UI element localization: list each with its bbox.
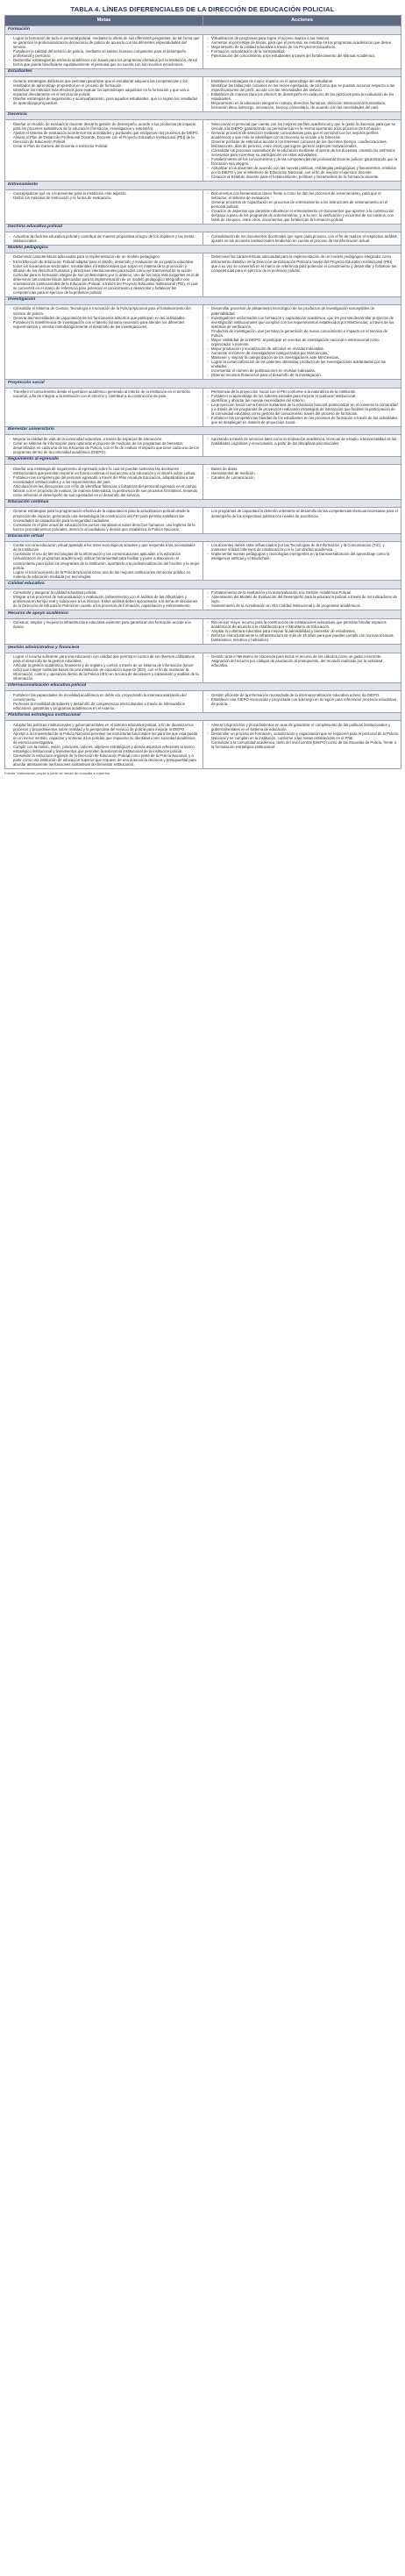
accion-item: - Reconocer mayor recurso para la construcción de instalaciones educativas que permitan brindar espacios académicos de acuerdo a lo establecido por el Ministerio de Educación. bbox=[206, 620, 398, 629]
section-content-row bbox=[5, 34, 401, 68]
accion-item: - Fortalecimiento de la evaluación y la autoevaluación a la Gestión Académica Policial. bbox=[206, 590, 398, 595]
section-title: Docencia bbox=[5, 111, 401, 120]
section-content-row bbox=[5, 305, 401, 380]
section-title: Educación continua bbox=[5, 499, 401, 508]
accion-item: - Documentos con lineamientos claros frente a cómo se dan los procesos de entrenamiento, para que el instructor, el sistema de evaluación. bbox=[206, 191, 398, 200]
meta-item: - Integrar a los procesos de autoevaluación y evaluación (alineamiento) con el análisis de las dificultades y problemas en tiempo real y soluciones a los mismos. Estos análisis deben aproximarse a la toma de decisiones de la Dirección de Educación Policial en cuanto a los procesos de formación, capacitación y entrenamiento. bbox=[8, 595, 200, 608]
acciones-cell bbox=[203, 691, 401, 712]
metas-cell bbox=[5, 189, 203, 224]
section-header-row bbox=[5, 245, 401, 253]
meta-item: - Contar con una educación virtual ajustada a los retos tecnológicos actuales y que responda a las necesidades de la institución. bbox=[8, 543, 200, 552]
section-content-row bbox=[5, 435, 401, 456]
accion-item: - Obtener recursos financieros para el desarrollo de la investigación. bbox=[206, 373, 398, 377]
section-header-row bbox=[5, 581, 401, 589]
metas-cell bbox=[5, 253, 203, 297]
meta-item: - Generar las necesidades de capacitación de los funcionarios adscritos que participen en las actividades. bbox=[8, 316, 200, 320]
meta-item: - Ajustar el sistema de evaluación acorde con las actividades y puntuales que enriquecen los procesos de DIEPO. bbox=[8, 131, 200, 135]
accion-item: - Generar políticas de estímulos acorde a los intereses comunes de los docentes (tiempo, condecoraciones, felicitaciones, días de permiso, entre otros) que logren generar aspectos motivacionales. bbox=[206, 139, 398, 148]
metas-cell bbox=[5, 120, 203, 182]
accion-item: - Pertinencia de la proyección social con el PEI conforme a la naturaleza de la institución. bbox=[206, 389, 398, 394]
meta-item: - Lograr el recurso suficiente para una educación con calidad que permita el control de los diversos calificativos para el desarrollo de la gestión educativa. bbox=[8, 654, 200, 663]
acciones-cell bbox=[203, 34, 401, 68]
section-content-row bbox=[5, 189, 401, 224]
meta-item: - Consolidar y asegurar la calidad educativa policial. bbox=[8, 590, 200, 595]
metas-cell bbox=[5, 542, 203, 581]
accion-item: - Implementar nuevas pedagogías y tecnologías emergentes en la transversalización del aprendizaje como la inteligencia artificial y el Blockchain. bbox=[206, 552, 398, 560]
accion-item: - Identificar las fallas más comunes en los recién egresados, de tal forma que se puedan accionar respecto a las especificaciones del perfil, acorde con las necesidades del servicio. bbox=[206, 83, 398, 92]
meta-item: - Consolidar el Sistema de Ciencia, Tecnología e Innovación de la Policía Nacional para el fortalecimiento del servicio de policía. bbox=[8, 306, 200, 315]
metas-list bbox=[8, 389, 200, 398]
metas-list bbox=[8, 693, 200, 710]
section-header-row bbox=[5, 111, 401, 120]
accion-item: - Fortalecer las competencias blandas de los estudiantes en los procesos de formación a través de las actividades que se despliegan en materia de proyección social. bbox=[206, 416, 398, 425]
meta-item: - Crear un sistema de información para optimizar el proceso de medición de los programas de bienestar, desarrollados en cada una de las Escuelas de Policía, con el fin de evaluar el impacto que tiene cada uno de los programas dentro de la comunidad académica (DIEPO). bbox=[8, 441, 200, 454]
metas-cell bbox=[5, 691, 203, 712]
metas-list bbox=[8, 620, 200, 629]
acciones-cell bbox=[203, 120, 401, 182]
section-title: Doctrina educativa policial bbox=[5, 224, 401, 232]
accion-item: - Mayor visibilidad de la DIEPO, al participar en eventos de investigación nacional e internacional como organizador o ponente. bbox=[206, 338, 398, 346]
acciones-list bbox=[206, 693, 398, 706]
acciones-list bbox=[206, 654, 398, 667]
acciones-cell bbox=[203, 305, 401, 380]
metas-cell bbox=[5, 232, 203, 245]
acciones-cell bbox=[203, 189, 401, 224]
meta-item: - En la Dirección de Educación Policial adaptar para el diseño, desarrollo y evaluación de su gestión educativa todos los lineamientos sectoriales, ministeriales e institucionales que surjan en materia de la promoción y difusión de los derechos humanos y directrices internacionales para todos como eje transversal de la acción curricular para la formación integral de sus profesionales; por lo anterior, uno de los retos más exigentes es el de determinar las características adecuadas para la implementación de un modelo pedagógico integrador con orientaciones institucionales de la Educación Policial, a través del Proyecto Educativo Institucional (PEI), el cual se convertirá en el marco de referencia para potenciar el conocimiento y desarrollar y fortalecer las competencias para el ejercicio de la profesión policial. bbox=[8, 260, 200, 295]
section-header-row bbox=[5, 712, 401, 721]
metas-list bbox=[8, 543, 200, 578]
acciones-list bbox=[206, 254, 398, 272]
section-content-row bbox=[5, 465, 401, 499]
acciones-cell bbox=[203, 618, 401, 644]
section-header-row bbox=[5, 426, 401, 435]
section-content-row bbox=[5, 253, 401, 297]
accion-item: - Consolidar los procesos sustantivos de la educación mediante el aporte de los docentes, creando los estímulos necesarios para incentivar su participación en estas actividades. bbox=[206, 148, 398, 157]
acciones-cell bbox=[203, 589, 401, 610]
accion-item: - Asignación del recurso por códigos de asociación al presupuesto, del recaudo realizado por la actividad educativa. bbox=[206, 659, 398, 667]
acciones-cell bbox=[203, 77, 401, 111]
section-title: Gestión administrativa y financiera bbox=[5, 645, 401, 653]
section-content-row bbox=[5, 653, 401, 682]
section-title: Bienestar universitario bbox=[5, 426, 401, 435]
acciones-cell bbox=[203, 721, 401, 769]
section-title: Formación bbox=[5, 26, 401, 35]
accion-item: - Desarrollar un proceso de formación, actualización y capacitación que se requieren para el personal de la Policía Nacional y se cumplan en la institución, conforme a las metas establecidas en el PNE. bbox=[206, 731, 398, 740]
section-content-row bbox=[5, 542, 401, 581]
accion-item: - Consolidar a la comunidad académica, tanto del nivel central (DIEPO) como de las Escuelas de Policía, frente a la formulación estratégica institucional. bbox=[206, 740, 398, 749]
metas-list bbox=[8, 79, 200, 105]
metas-list bbox=[8, 306, 200, 328]
metas-list bbox=[8, 723, 200, 767]
section-content-row bbox=[5, 589, 401, 610]
metas-list bbox=[8, 654, 200, 681]
metas-list bbox=[8, 437, 200, 454]
section-content-row bbox=[5, 388, 401, 426]
meta-item: - Desarrollar estrategias de estímulo académico con bases para los programas ofertados por la Institución, de tal forma que pueda beneficiarse equitativamente el personal que no cuenta con los recursos económicos. bbox=[8, 58, 200, 67]
section-header-row bbox=[5, 68, 401, 77]
accion-item: - Investigadores uniformados con formación y capacitación académica, que les permita desarrollar proyectos de investigación institucionales que cumplan con los requerimientos establecidos por MinCiencias, a través de los sistemas de verificación. bbox=[206, 316, 398, 329]
accion-item: - Seleccionar el personal que cuente con los mejores perfiles académicos y que le guste la docencia para que se vincule a la DIEPO, garantizando su permanencia en la misma aportando a los procesos de formación. bbox=[206, 122, 398, 131]
accion-item: - Mantener y mejorar la categorización de los investigadores ante MinCiencias. bbox=[206, 355, 398, 360]
acciones-cell bbox=[203, 253, 401, 297]
meta-item: - Mejorar la calidad de vida de la comunidad educativa, a través de espacios de interacción. bbox=[8, 437, 200, 441]
differential-lines-table bbox=[4, 15, 401, 769]
acciones-list bbox=[206, 234, 398, 243]
meta-item: - Construir, ampliar y mejorar la infraestructura educativa existente para garantizar una formación acorde a la época. bbox=[8, 620, 200, 629]
accion-item: - Generar procesos de selección mediante convocatorias para que el personal con los mejores perfiles académicos y que más se identifique con la docencia se vincule a la Dirección. bbox=[206, 131, 398, 139]
section-header-row bbox=[5, 380, 401, 389]
meta-item: - Adoptar las políticas institucionales y gubernamentales en el sistema educativo policial, a fin de dinamizar los procesos y procedimientos sobre realidad y la perspectiva del servicio de policía para mejorar la DIEPO. bbox=[8, 723, 200, 731]
acciones-list bbox=[206, 509, 398, 517]
header-metas: Metas bbox=[5, 16, 203, 26]
section-header-row bbox=[5, 645, 401, 653]
meta-item: - Consolidar el uso de las tecnologías de la información y las comunicaciones aplicadas a la educación (virtualización de programas académicos), utilizar herramientas para facilitar y poner a disposición el conocimiento para todos los integrantes de la institución, aportando a la profesionalización del hombre y la mujer policía. bbox=[8, 552, 200, 569]
section-header-row bbox=[5, 182, 401, 190]
section-title: Plataforma estratégica institucional bbox=[5, 712, 401, 721]
acciones-list bbox=[206, 36, 398, 58]
table-body bbox=[5, 26, 401, 769]
meta-item: - Lograr el reconocimiento de la Policía Nacional como una de las mejores instituciones del sector público en materia de educación mediada por tecnologías. bbox=[8, 570, 200, 579]
accion-item: - Mayor producción y socialización de artículos en revistas indexadas. bbox=[206, 346, 398, 351]
metas-cell bbox=[5, 465, 203, 499]
acciones-list bbox=[206, 620, 398, 642]
metas-cell bbox=[5, 508, 203, 533]
acciones-list bbox=[206, 79, 398, 110]
accion-item: - Determinar las características adecuadas para la implementación de un modelo pedagógico integrador como instrumento distintivo de la Dirección de Educación Policial a través del Proyecto Educativo Institucional (PEI) que a su vez se convertirá en el marco de referencia para potenciar el conocimiento y desarrollar y fortalecer las competencias para el ejercicio de la profesión policial. bbox=[206, 254, 398, 272]
section-title: Educación virtual bbox=[5, 533, 401, 542]
section-title: Internacionalización educativa policial bbox=[5, 682, 401, 691]
acciones-list bbox=[206, 437, 398, 446]
section-title: Calidad educativa bbox=[5, 581, 401, 589]
accion-item: - Potenciación del conocimiento a los estudiantes a través del fortalecimiento del Manual Académico. bbox=[206, 54, 398, 58]
section-header-row bbox=[5, 296, 401, 305]
accion-item: - Lograr la comercialización de las patentes obtenidas, producto de las investigaciones adelantadas por las unidades. bbox=[206, 360, 398, 368]
meta-item: - Crear el Plan de Carrera del Docente e Instructor Policial. bbox=[8, 144, 200, 148]
meta-item: - Diseñar un modelo de evaluación docente desde la gestión de desempeño, acorde a los productos de impacto para los procesos sustantivos de la educación (formación, investigación y extensión). bbox=[8, 122, 200, 131]
accion-item: - Desarrollar procesos de alistamiento tecnológico de los productos de investigación susceptibles de patentabilidad. bbox=[206, 306, 398, 315]
section-header-row bbox=[5, 533, 401, 542]
accion-item: - Aumentar el número de investigadores categorizados por MinCiencias. bbox=[206, 351, 398, 355]
meta-item: - Fortalecer las capacidades de movilidad académica en doble vía, proyectando la internacionalización del conocimiento. bbox=[8, 693, 200, 702]
section-title: Recurso de apoyo académico bbox=[5, 610, 401, 619]
accion-item: - Actualizar a los docentes de acuerdo con las nuevas políticas, estrategias pedagógicas y lineamientos, emitidos por la DIEPO y por el Ministerio de Educación Nacional, con el fin de mejorar el ejercicio docente. bbox=[206, 166, 398, 175]
accion-item: - Incrementar el número de publicaciones en revistas indexadas. bbox=[206, 368, 398, 373]
section-content-row bbox=[5, 232, 401, 245]
accion-item: - Aumentar el porcentaje de becas, para que el personal, se inscriba en los programas académicos que desee. bbox=[206, 40, 398, 45]
meta-item: - Fortalecer la calidad del servicio de policía, mediante un talento humano competente para el desempeño profesional y personal. bbox=[8, 49, 200, 58]
accion-item: - Los programas de capacitación deberán orientarse al desarrollo de las competencias técnicas necesarias para el desempeño de los respectivos pública con niveles de excelencia. bbox=[206, 509, 398, 517]
table-source-note: Fuente: elaboración propia a partir de medio de consulta a expertos. bbox=[4, 770, 111, 775]
accion-item: - La proyección social como función sustantiva de la educación buscará potencializar en el convenio la comunidad y a través de los programas de proyección realizando estrategias de interacción que faciliten la participación de la comunidad educativa como gestora del conocimiento través del proceso de formación. bbox=[206, 403, 398, 416]
accion-item: - Herramientas de medición. bbox=[206, 471, 398, 475]
metas-list bbox=[8, 590, 200, 608]
meta-item: - Identificar los métodos más efectivos para evaluar los aprendizajes adquiridos en la formación y que van a impactar directamente en el servicio de policía. bbox=[8, 88, 200, 96]
acciones-cell bbox=[203, 542, 401, 581]
accion-item: - Generar procesos de capacitación en procesos de entrenamiento a los instructores de entrenamiento en el personal policial. bbox=[206, 200, 398, 209]
meta-item: - Generar estrategias para la programación efectiva de la capacitación para la actualización policial desde la proyección de impacto, generando una metodología de construcción del PEI para permita satisfacer las necesidades de capacitación para la seguridad ciudadana. bbox=[8, 509, 200, 522]
meta-item: - Generar estrategias didácticas que permitan garantizar que el estudiante adquiera las competencias y los resultados de aprendizaje propuestos en el proceso de formación. bbox=[8, 79, 200, 88]
acciones-list bbox=[206, 543, 398, 560]
section-content-row bbox=[5, 508, 401, 533]
section-title: Entrenamiento bbox=[5, 182, 401, 190]
metas-cell bbox=[5, 305, 203, 380]
metas-cell bbox=[5, 34, 203, 68]
accion-item: - Productos de investigación, que permitan la generación de nuevo conocimiento e impacto en el servicio de Policía. bbox=[206, 329, 398, 338]
meta-item: - Promover la movilidad de saberes y desarrollo de competencias interculturales a través de intercambios educativos, pasantías y programas académicos en el exterior. bbox=[8, 702, 200, 710]
accion-item: - Identificar y abordar las nuevas necesidades del entorno. bbox=[206, 398, 398, 403]
accion-item: - Reforzar estructuralmente la infraestructura de más de 15 años para que puedan cumplir con normas técnicas (antisísmica, eléctrica y hidráulica). bbox=[206, 633, 398, 642]
metas-cell bbox=[5, 721, 203, 769]
accion-item: - Establecer estrategias de mayor impacto en el aprendizaje del estudiante. bbox=[206, 79, 398, 83]
acciones-cell bbox=[203, 653, 401, 682]
section-header-row bbox=[5, 224, 401, 232]
section-header-row bbox=[5, 499, 401, 508]
meta-item: - Fortalecer la transferencia de investigación con el talento humano necesario para atender los diferentes requerimientos y orientar metodológicamente el desarrollo de las investigaciones. bbox=[8, 320, 200, 329]
accion-item: - Establecer una DIEPO reconocida y proyectada con liderazgo en la región para referenciar procesos educativos de policía. bbox=[206, 697, 398, 706]
section-header-row bbox=[5, 456, 401, 465]
accion-item: - Alineamiento del Modelo de Evaluación del Desempeño para la educación policial a través de los indicadores de logro. bbox=[206, 595, 398, 603]
accion-item: - Canales de comunicación. bbox=[206, 475, 398, 480]
section-content-row bbox=[5, 691, 401, 712]
meta-item: - Diseñar estrategias de seguimiento y acompañamiento, para aquellos estudiantes, que no logran los resultados de aprendizaje propuestos. bbox=[8, 96, 200, 105]
meta-item: - Transferir el conocimiento desde el quehacer académico generado al interior de la Institución en el territorio nacional, a fin de integrar a la institución con el entorno y contribuir a la construcción de país. bbox=[8, 389, 200, 398]
accion-item: - Gestión eficiente de la información recolectada de la internacionalización educativa a favor de DIEPO. bbox=[206, 693, 398, 697]
section-title: Proyección social bbox=[5, 380, 401, 389]
acciones-cell bbox=[203, 388, 401, 426]
section-content-row bbox=[5, 618, 401, 644]
accion-item: - Gestión ante el Ministerio de Hacienda para incluir el recurso de los cálculos como un gasto recurrente. bbox=[206, 654, 398, 659]
acciones-list bbox=[206, 306, 398, 377]
accion-item: - Mejoramiento en la educación integral en cultura, derechos humanos, dirección internacional humanitario, formación ética, liderazgo, innovación, servicio comunitario, de acuerdo con las necesidades del país. bbox=[206, 101, 398, 110]
acciones-list bbox=[206, 191, 398, 222]
acciones-list bbox=[206, 389, 398, 425]
header-acciones: Acciones bbox=[203, 16, 401, 26]
meta-item: - Aportar a la Universidad de la Policía Nacional permiten las estructuras funcionales las para las que esta pueda en un menor sentido, capacitar y entrenar a los policías que requieran su identidad como sociedad académica de esencia investigativa. bbox=[8, 731, 200, 745]
accion-item: - Alinear los procesos y procedimientos en aras de garantizar el cumplimiento de las políticas institucionales y gubernamentales en el sistema de educación. bbox=[206, 723, 398, 731]
accion-item: - Virtualización de programas para lograr el acceso masivo a los mismos. bbox=[206, 36, 398, 40]
meta-item: - Alinear al Plan de Desarrollo Profesional Docente, Docente con el Proyecto Educativo Institucional (PEI) de la Dirección de Educación Policial. bbox=[8, 135, 200, 144]
meta-item: - Diseñar una estrategia de seguimiento al egresado sobre la cual se puedan sustentar las decisiones institucionales que permitan suprimir en forma continua el mal acceso a la educación y el interés sobre cultura. bbox=[8, 467, 200, 475]
metas-cell bbox=[5, 618, 203, 644]
metas-cell bbox=[5, 435, 203, 456]
metas-list bbox=[8, 234, 200, 243]
section-content-row bbox=[5, 120, 401, 182]
accion-item: - Creación de aspectos que permitan robustecer el entrenamiento en documentos que aporten a la construcción del paso a paso de los programas de entrenamiento, y, a su vez, la verificación y el control de los mismos, con listas de chequeo, entre otros, documentos que fortalezcan la formación policial. bbox=[206, 209, 398, 222]
metas-list bbox=[8, 254, 200, 294]
section-header-row bbox=[5, 610, 401, 619]
table-header-row bbox=[5, 16, 401, 26]
accion-item: - Bases de datos. bbox=[206, 467, 398, 471]
meta-item: - Articular la gestión académica, financiera y de registro y control a través de un sistema de información (tercer ciclo) que integre todas las bases de una institución de educación superior (IES), con el fin de mantener la información, control y operación dentro de la Policía (IES) en la toma de decisiones y tratamiento y análisis de la información. bbox=[8, 663, 200, 681]
meta-item: - Consolidar la estructura orgánica de la Dirección de Educación Policial como parte de la Policía Nacional, y a partir como una institución de educación superior que requiere de una autonomía decisora y presupuestal para abordar atentamente las funciones sustantivas del bienestar institucional. bbox=[8, 753, 200, 767]
meta-item: - Lograr la formación de todo el personal policial, mediante la oferta de sus diferentes programas, de tal forma que se garantice la profesionalización del servicio de policía de acuerdo con las diferentes especialidades del servicio. bbox=[8, 36, 200, 49]
metas-cell bbox=[5, 653, 203, 682]
metas-cell bbox=[5, 77, 203, 111]
accion-item: - Establecer de manera clara los criterios de desempeño en cada uno de los ejercicios para la evaluación de los estudiantes. bbox=[206, 92, 398, 101]
acciones-cell bbox=[203, 465, 401, 499]
meta-item: - Cumplir con la misión, visión, principios, valores, objetivos estratégicos y demás aspectos referentes al marco estratégico institucional y lineamientos que permiten la autonomía institucional de la institución policial. bbox=[8, 745, 200, 753]
meta-item: - Conceptualizar qué va a representar para la Institución este aspecto. bbox=[8, 191, 200, 196]
section-title: Modelo pedagógico bbox=[5, 245, 401, 253]
meta-item: - Articulación de las direcciones con el fin de identificar falencias o fortalezas del personal egresado en el campo laboral, con el propósito de evaluar, de manera sistemática, la pertinencia de sus procesos formativos, teniendo como referente el desempeño de sus egresados en el desarrollo del servicio. bbox=[8, 484, 200, 497]
acciones-cell bbox=[203, 232, 401, 245]
metas-list bbox=[8, 467, 200, 497]
metas-list bbox=[8, 122, 200, 148]
acciones-list bbox=[206, 122, 398, 180]
meta-item: - Fortalecer las competencias del personal egresado a través del Plan Anual de Educación, adaptándolas a las necesidades institucionales y a los requerimientos del país. bbox=[8, 475, 200, 484]
meta-item: - Consolidar en el plan anual de educación los cursos mandatorios sobre derechos humanos, uso legítimo de la fuerza, procedimientos policiales, atención al ciudadano y demás que establezca la Policía Nacional. bbox=[8, 523, 200, 532]
metas-cell bbox=[5, 388, 203, 426]
section-header-row bbox=[5, 682, 401, 691]
section-header-row bbox=[5, 26, 401, 35]
section-title: Seguimiento al egresado bbox=[5, 456, 401, 465]
meta-item: - Actualizar la doctrina educativa policial y contribuir de manera propositiva al logro de los objetivos y las metas institucionales. bbox=[8, 234, 200, 243]
metas-list bbox=[8, 191, 200, 200]
metas-cell bbox=[5, 589, 203, 610]
acciones-list bbox=[206, 467, 398, 480]
meta-item: - Determinar características adecuadas para la implementación de un modelo pedagógico. bbox=[8, 254, 200, 259]
accion-item: - Ampliar la cobertura educativa para mejorar la admisibilidad y bienestar de estudiantes. bbox=[206, 629, 398, 633]
acciones-cell bbox=[203, 508, 401, 533]
acciones-cell bbox=[203, 435, 401, 456]
section-content-row bbox=[5, 721, 401, 769]
accion-item: - Formación, actualización de la normatividad. bbox=[206, 49, 398, 54]
accion-item: - Fortalecer el aprendizaje de los saberes sociales para mejorar el quehacer institucional. bbox=[206, 394, 398, 398]
acciones-list bbox=[206, 723, 398, 749]
section-content-row bbox=[5, 77, 401, 111]
table-title: TABLA 4. LÍNEAS DIFERENCIALES DE LA DIRECCIÓN DE EDUCACIÓN POLICIAL bbox=[70, 5, 335, 13]
accion-item: - Los docentes deben estar influenciados por las Tecnologías de la Información y la Comunicación (TIC), y mantener sólidos intereses de colaboración con la comunidad académica. bbox=[206, 543, 398, 552]
section-title: Investigación bbox=[5, 296, 401, 305]
accion-item: - Mejoramiento de la calidad educativa a través de los Proyectos Educativos. bbox=[206, 45, 398, 49]
document-page bbox=[0, 0, 405, 775]
accion-item: - Sostenimiento de la Acreditación en Alta Calidad Institucional y de programas académicos. bbox=[206, 603, 398, 608]
accion-item: - Aportando a través de servicios tales como la motivación académica, técnicas de estudio, transversalidad de las habilidades cognitivas y emocionales, a partir de las disciplinas psicosociales. bbox=[206, 437, 398, 446]
metas-list bbox=[8, 36, 200, 67]
metas-list bbox=[8, 509, 200, 531]
accion-item: - Fortalecimiento de los conocimientos y de las competencias del profesional docente policial, garantizando que la formación sea integral. bbox=[206, 157, 398, 166]
acciones-list bbox=[206, 590, 398, 608]
accion-item: - Consolidación de los documentos doctrinales que rigen cada proceso, con el fin de realizar el respectivo análisis, ajustes en las acciones institucionales tendiendo en cuenta el proceso de transformación actual. bbox=[206, 234, 398, 243]
section-title: Estudiantes bbox=[5, 68, 401, 77]
accion-item: - Creación al Estatuto docente para el fortalecimiento, políticas y lineamientos de la formación docente. bbox=[206, 175, 398, 179]
meta-item: - Definir los métodos de instrucción y la forma de evaluación. bbox=[8, 196, 200, 200]
